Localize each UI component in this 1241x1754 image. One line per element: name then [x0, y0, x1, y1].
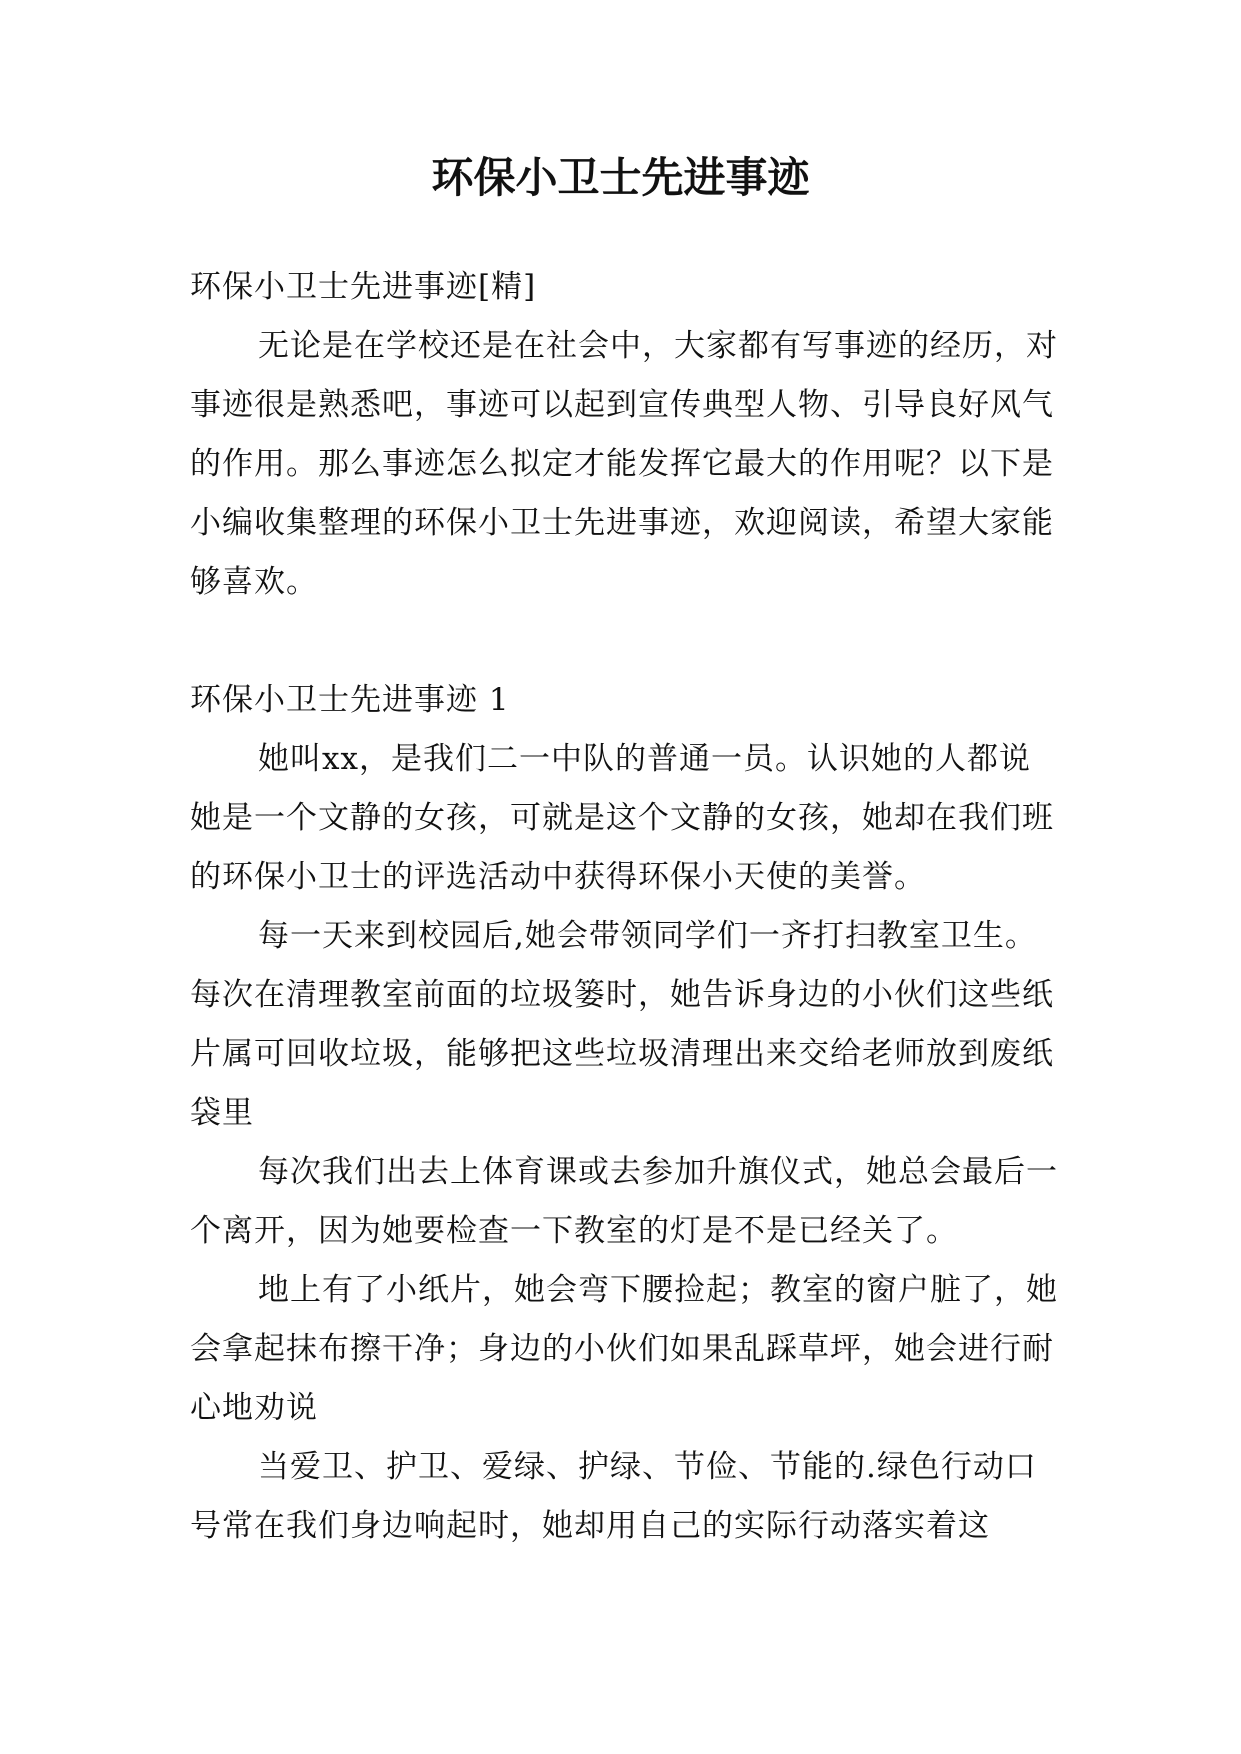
section-spacer	[190, 612, 1060, 671]
body-paragraph: 每次我们出去上体育课或去参加升旗仪式，她总会最后一个离开，因为她要检查一下教室的灯是不是已经关了。	[190, 1154, 1058, 1249]
document-subtitle: 环保小卫士先进事迹[精]	[190, 269, 537, 305]
document-title: 环保小卫士先进事迹	[431, 153, 810, 202]
body-paragraph: 她叫xx，是我们二一中队的普通一员。认识她的人都说她是一个文静的女孩，可就是这个文静的女孩，她却在我们班的环保小卫士的评选活动中获得环保小天使的美誉。	[190, 741, 1054, 895]
intro-paragraph: 无论是在学校还是在社会中，大家都有写事迹的经历，对事迹很是熟悉吧，事迹可以起到宣传典型人物、引导良好风气的作用。那么事迹怎么拟定才能发挥它最大的作用呢？以下是小编收集整理的环保小卫士先进事迹，欢迎阅读，希望大家能够喜欢。	[190, 328, 1058, 600]
section-heading: 环保小卫士先进事迹 1	[190, 682, 510, 718]
document-body	[190, 258, 1060, 1556]
body-paragraph: 当爱卫、护卫、爱绿、护绿、节俭、节能的.绿色行动口号常在我们身边响起时，她却用自己的实际行动落实着这	[190, 1449, 1037, 1544]
body-paragraph: 地上有了小纸片，她会弯下腰捡起；教室的窗户脏了，她会拿起抹布擦干净；身边的小伙们如果乱踩草坪，她会进行耐心地劝说	[190, 1272, 1058, 1426]
body-paragraph: 每一天来到校园后,她会带领同学们一齐打扫教室卫生。每次在清理教室前面的垃圾篓时，她告诉身边的小伙们这些纸片属可回收垃圾，能够把这些垃圾清理出来交给老师放到废纸袋里	[190, 918, 1054, 1131]
